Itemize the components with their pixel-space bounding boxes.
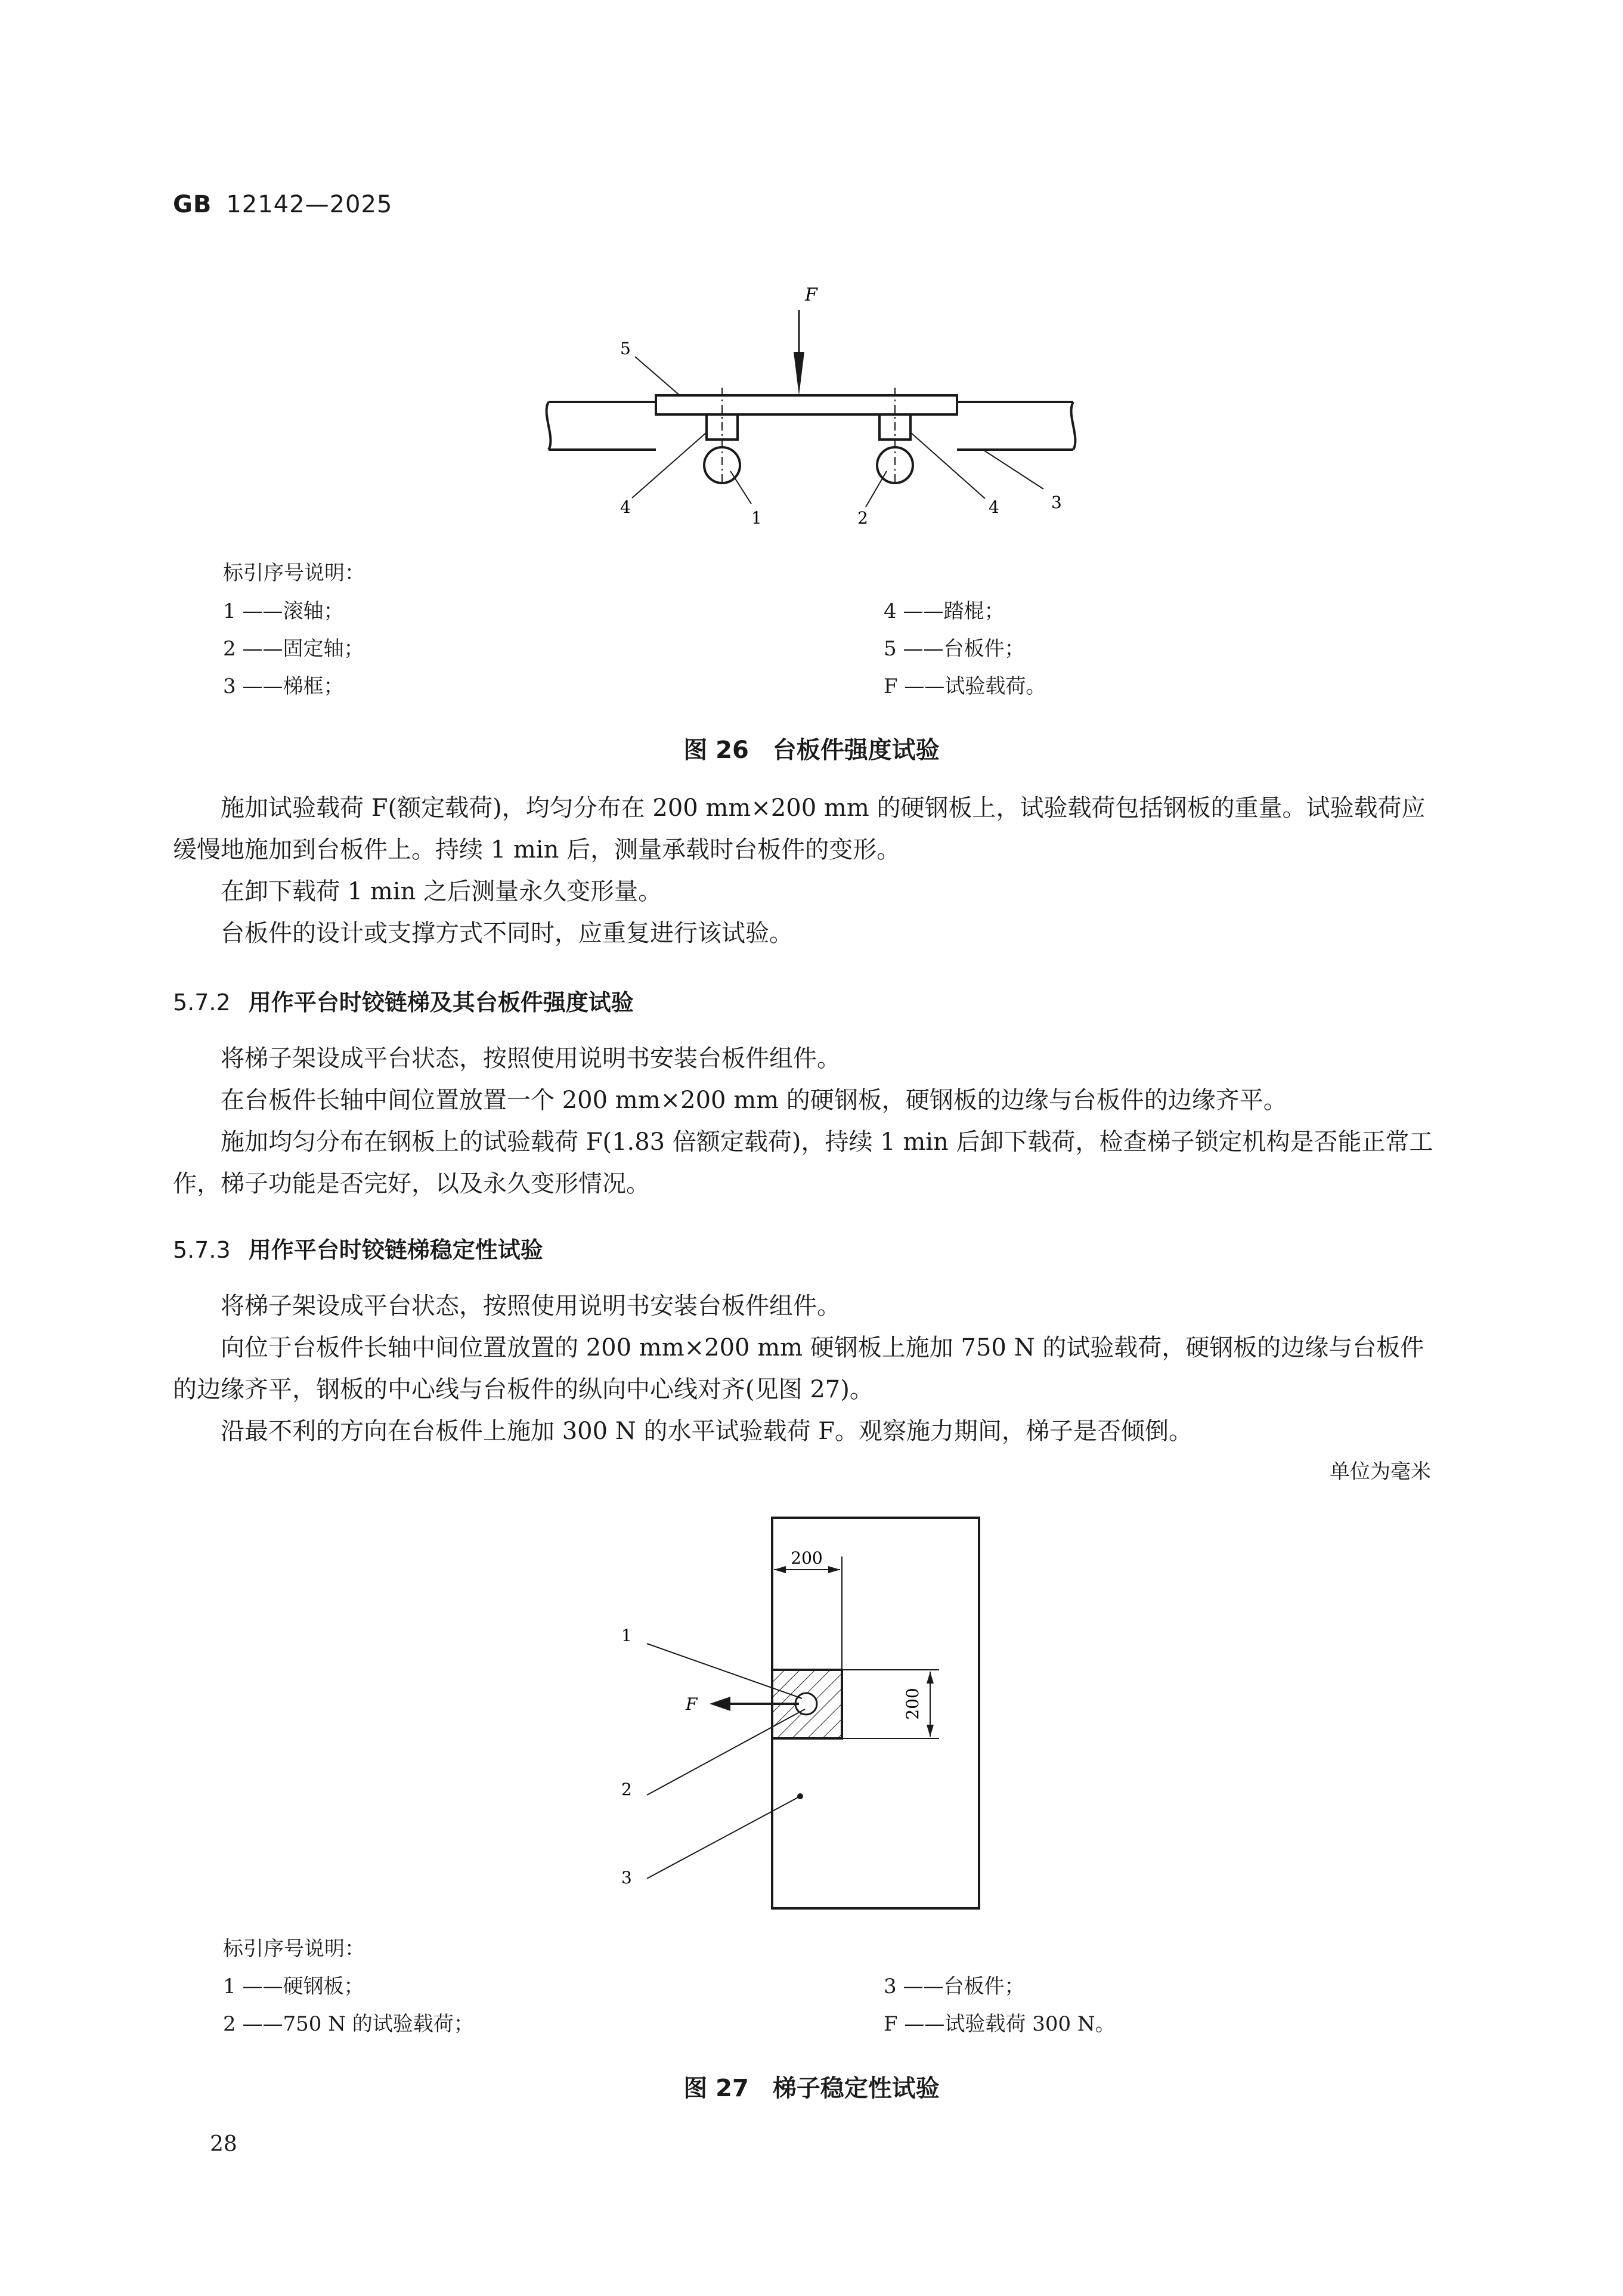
paragraph: 沿最不利的方向在台板件上施加 300 N 的水平试验载荷 F。观察施力期间，梯子是否倾倒。: [221, 1418, 1193, 1445]
frame-break-left: [547, 402, 551, 450]
section-heading-5-7-2: [173, 984, 634, 1017]
force-arrow-head: [710, 1697, 730, 1711]
figure-26-legend-4: 4 ——踏棍；: [884, 599, 1005, 623]
figure-27-diagram: [596, 1509, 1014, 1920]
ladder-frame-left: [549, 402, 656, 450]
paragraph: 将梯子架设成平台状态，按照使用说明书安装台板件组件。: [221, 1292, 841, 1320]
paragraph: 台板件的设计或支撑方式不同时，应重复进行该试验。: [221, 920, 793, 947]
leader-5: [635, 357, 680, 395]
leader-4-right: [910, 432, 985, 499]
figure-26-legend-title: 标引序号说明：: [223, 561, 365, 585]
figure-27-legend-2: 2 ——750 N 的试验载荷；: [223, 2012, 474, 2036]
page-number: 28: [210, 2132, 237, 2156]
figure-26-legend-f: F ——试验载荷。: [884, 674, 1046, 698]
figure-27-legend-f: F ——试验载荷 300 N。: [884, 2012, 1116, 2036]
section-number: 5.7.2: [173, 989, 231, 1016]
section-title: 用作平台时铰链梯稳定性试验: [248, 1237, 543, 1263]
label-1: 1: [751, 508, 762, 528]
frame-break-right: [1071, 402, 1076, 450]
leader-4-left: [632, 432, 707, 498]
label-2: 2: [621, 1780, 632, 1799]
figure-26-caption: 图 26 台板件强度试验: [683, 737, 940, 764]
dim-label-h: 200: [791, 1548, 823, 1568]
body-paragraphs-c: [173, 1285, 1437, 1452]
label-4a: 4: [620, 497, 631, 517]
platform-board: [656, 395, 957, 414]
paragraph: 施加均匀分布在钢板上的试验载荷 F(1.83 倍额定载荷)，持续 1 min 后卸下载荷，检查梯子锁定机构是否能正常工作，梯子功能是否完好，以及永久变形情况。: [173, 1128, 1433, 1197]
figure-26-legend-2: 2 ——固定轴；: [223, 637, 364, 661]
label-3: 3: [1051, 493, 1062, 512]
ladder-frame-right: [957, 402, 1073, 450]
label-5: 5: [620, 339, 631, 358]
section-number: 5.7.3: [173, 1237, 231, 1263]
label-3: 3: [621, 1868, 632, 1887]
leader-2: [866, 471, 887, 507]
section-heading-5-7-3: [173, 1231, 543, 1264]
label-4b: 4: [989, 497, 999, 517]
body-paragraphs-b: [173, 1038, 1437, 1205]
figure-27-legend-title: 标引序号说明：: [223, 1937, 365, 1961]
figure-27-caption: 图 27 梯子稳定性试验: [683, 2075, 940, 2102]
leader-1: [730, 471, 751, 504]
paragraph: 向位于台板件长轴中间位置放置的 200 mm×200 mm 硬钢板上施加 750 N 的试验载荷，硬钢板的边缘与台板件的边缘齐平，钢板的中心线与台板件的纵向中心线对齐(见图 27)。: [173, 1334, 1424, 1403]
figure-26-legend-1: 1 ——滚轴；: [223, 599, 344, 623]
unit-note: 单位为毫米: [1330, 1460, 1431, 1484]
paragraph: 将梯子架设成平台状态，按照使用说明书安装台板件组件。: [221, 1045, 841, 1072]
leader-3: [984, 450, 1043, 489]
figure-27-legend-1: 1 ——硬钢板；: [223, 1975, 364, 1998]
standard-prefix: GB: [173, 191, 212, 218]
dim-label-v: 200: [903, 1688, 922, 1720]
paragraph: 在台板件长轴中间位置放置一个 200 mm×200 mm 的硬钢板，硬钢板的边缘与台板件的边缘齐平。: [221, 1087, 1287, 1114]
leader-3-dot: [797, 1793, 803, 1799]
force-arrow-head: [794, 352, 804, 395]
label-force: F: [686, 1694, 698, 1714]
figure-26-legend-3: 3 ——梯框；: [223, 674, 344, 698]
section-title: 用作平台时铰链梯及其台板件强度试验: [248, 989, 634, 1016]
label-2: 2: [857, 508, 868, 528]
standard-header: [173, 191, 392, 218]
figure-27-legend-3: 3 ——台板件；: [884, 1975, 1025, 1998]
label-1: 1: [621, 1626, 632, 1645]
label-force: F: [805, 284, 817, 305]
figure-26-diagram: [525, 280, 1097, 555]
paragraph: 在卸下载荷 1 min 之后测量永久变形量。: [221, 878, 662, 905]
paragraph: 施加试验载荷 F(额定载荷)，均匀分布在 200 mm×200 mm 的硬钢板上，试验载荷包括钢板的重量。试验载荷应缓慢地施加到台板件上。持续 1 min 后，测量承载时台板件的变形。: [173, 794, 1426, 864]
body-paragraphs-a: [173, 787, 1437, 954]
standard-number: 12142—2025: [226, 191, 393, 218]
figure-26-legend-5: 5 ——台板件；: [884, 637, 1025, 661]
